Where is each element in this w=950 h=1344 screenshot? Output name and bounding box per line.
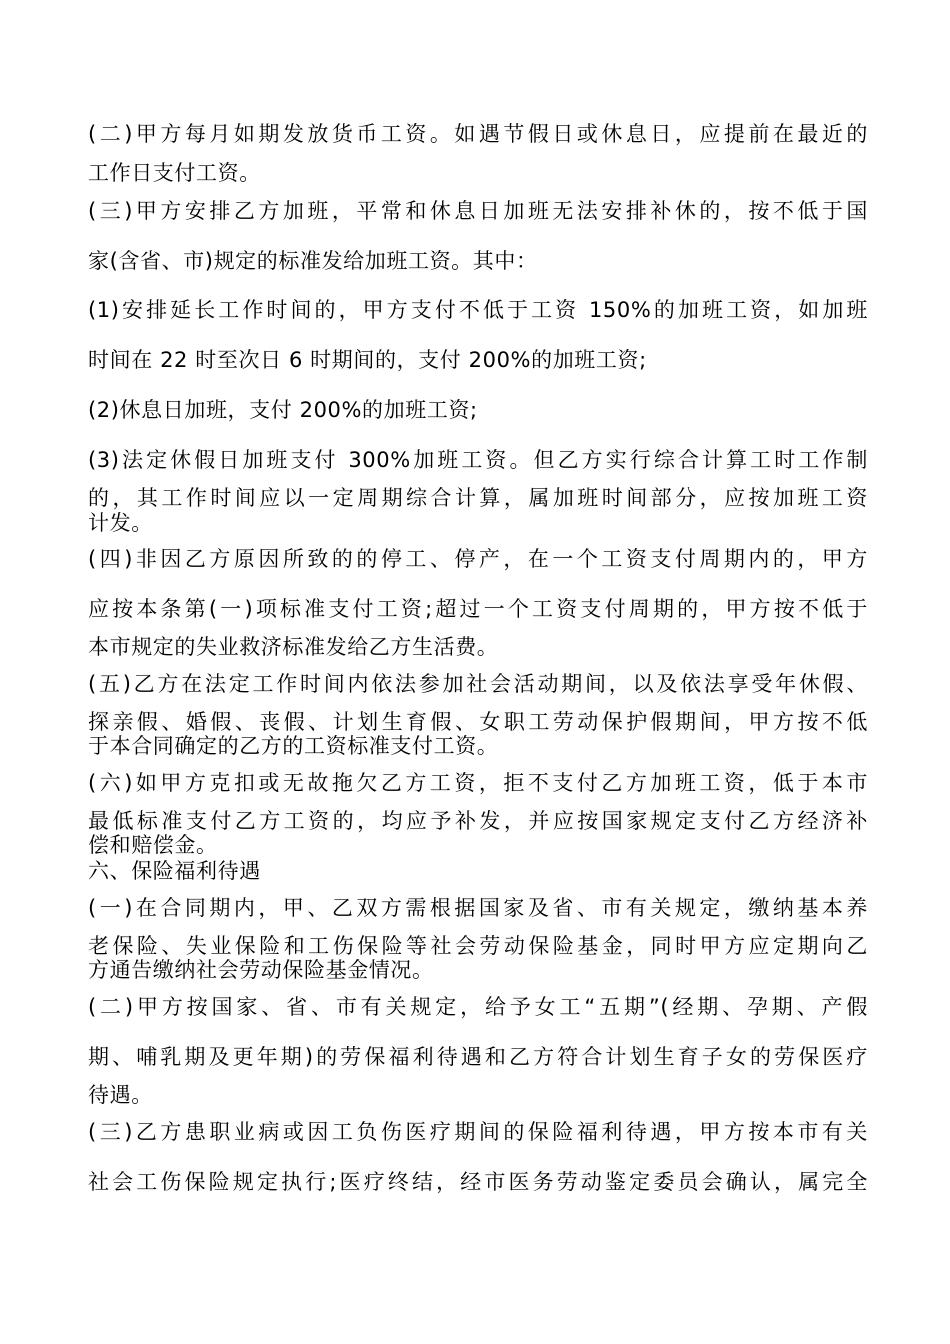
text-line: (五)乙方在法定工作时间内依法参加社会活动期间，以及依法享受年休假、 bbox=[88, 672, 868, 696]
text-line: 工作日支付工资。 bbox=[88, 161, 261, 185]
text-line: 偿和赔偿金。 bbox=[88, 833, 218, 857]
text-line: (二)甲方按国家、省、市有关规定，给予女工“五期”(经期、孕期、产假 bbox=[88, 995, 868, 1019]
text-line: 家(含省、市)规定的标准发给加班工资。其中： bbox=[88, 249, 538, 273]
text-line: 应按本条第(一)项标准支付工资;超过一个工资支付周期的，甲方按不低于 bbox=[88, 597, 868, 621]
section-heading: 六、保险福利待遇 bbox=[88, 859, 261, 883]
text-line: 时间在 22 时至次日 6 时期间的，支付 200%的加班工资; bbox=[88, 348, 647, 372]
text-line: 本市规定的失业救济标准发给乙方生活费。 bbox=[88, 635, 499, 659]
text-line: (三)乙方患职业病或因工负伤医疗期间的保险福利待遇，甲方按本市有关 bbox=[88, 1120, 868, 1144]
text-line: (一)在合同期内，甲、乙双方需根据国家及省、市有关规定，缴纳基本养 bbox=[88, 896, 868, 920]
text-line: 计发。 bbox=[88, 511, 153, 535]
text-line: 最低标准支付乙方工资的，均应予补发，并应按国家规定支付乙方经济补 bbox=[88, 809, 868, 833]
text-line: 方通告缴纳社会劳动保险基金情况。 bbox=[88, 958, 434, 982]
text-line: (四)非因乙方原因所致的的停工、停产，在一个工资支付周期内的，甲方 bbox=[88, 547, 868, 571]
text-line: 老保险、失业保险和工伤保险等社会劳动保险基金，同时甲方应定期向乙 bbox=[88, 934, 868, 958]
text-line: 于本合同确定的乙方的工资标准支付工资。 bbox=[88, 734, 499, 758]
text-line: (二)甲方每月如期发放货币工资。如遇节假日或休息日，应提前在最近的 bbox=[88, 122, 868, 146]
text-line: (1)安排延长工作时间的，甲方支付不低于工资 150%的加班工资，如加班 bbox=[88, 298, 868, 322]
text-line: (3)法定休假日加班支付 300%加班工资。但乙方实行综合计算工时工作制 bbox=[88, 448, 868, 472]
text-line: 探亲假、婚假、丧假、计划生育假、女职工劳动保护假期间，甲方按不低 bbox=[88, 710, 868, 734]
text-line: 待遇。 bbox=[88, 1083, 153, 1107]
text-line: (三)甲方安排乙方加班，平常和休息日加班无法安排补休的，按不低于国 bbox=[88, 199, 868, 223]
text-line: (六)如甲方克扣或无故拖欠乙方工资，拒不支付乙方加班工资，低于本市 bbox=[88, 771, 868, 795]
text-line: 期、哺乳期及更年期)的劳保福利待遇和乙方符合计划生育子女的劳保医疗 bbox=[88, 1045, 868, 1069]
text-line: 社会工伤保险规定执行;医疗终结，经市医务劳动鉴定委员会确认，属完全 bbox=[88, 1170, 868, 1194]
text-line: 的，其工作时间应以一定周期综合计算，属加班时间部分，应按加班工资 bbox=[88, 486, 868, 510]
text-line: (2)休息日加班，支付 200%的加班工资; bbox=[88, 398, 478, 422]
